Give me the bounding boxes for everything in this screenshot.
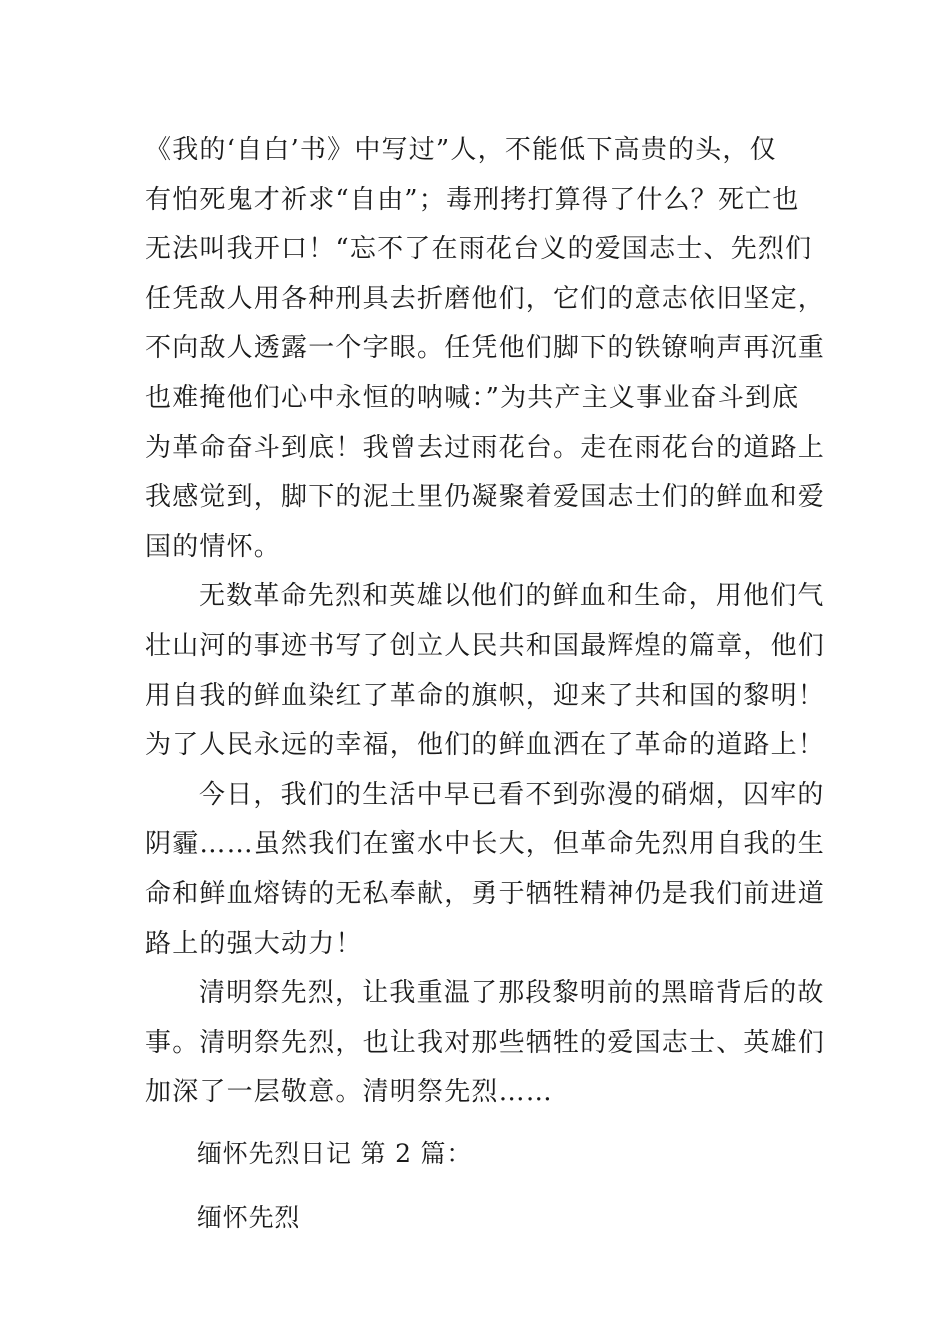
text-line: 无数革命先烈和英雄以他们的鲜血和生命，用他们气: [199, 581, 825, 612]
document-body: [145, 126, 826, 1236]
text-line: 《我的‘自白’书》中写过”人，不能低下高贵的头，仅: [145, 135, 777, 165]
text-line: 我感觉到，脚下的泥土里仍凝聚着爱国志士们的鲜血和爱: [145, 482, 826, 513]
text-line: 也难掩他们心中永恒的呐喊：”为共产主义事业奋斗到底: [145, 382, 800, 413]
text-line: 命和鲜血熔铸的无私奉献，勇于牺牲精神仍是我们前进道: [145, 878, 826, 909]
paragraph-1: [145, 126, 826, 572]
text-line: 事。清明祭先烈，也让我对那些牺牲的爱国志士、英雄们: [145, 1027, 826, 1058]
text-line: 阴霾……虽然我们在蜜水中长大，但革命先烈用自我的生: [145, 829, 826, 860]
text-line: 国的情怀。: [145, 531, 282, 562]
paragraph-3: [145, 771, 826, 969]
text-line: 今日，我们的生活中早已看不到弥漫的硝烟，囚牢的: [199, 779, 825, 810]
text-line: 为革命奋斗到底！我曾去过雨花台。走在雨花台的道路上: [145, 432, 826, 463]
text-line: 无法叫我开口！“忘不了在雨花台义的爱国志士、先烈们: [145, 234, 813, 265]
text-line: 有怕死鬼才祈求“自由”；毒刑拷打算得了什么？死亡也: [145, 184, 800, 215]
chapter-label: 缅怀先烈日记 第 2 篇：: [197, 1138, 473, 1168]
text-line: 任凭敌人用各种刑具去折磨他们，它们的意志依旧坚定，: [145, 283, 826, 314]
text-line: 清明祭先烈，让我重温了那段黎明前的黑暗背后的故: [199, 978, 825, 1009]
text-line: 为了人民永远的幸福，他们的鲜血洒在了革命的道路上！: [145, 730, 826, 761]
text-line: 不向敌人透露一个字眼。任凭他们脚下的铁镣响声再沉重: [145, 333, 826, 364]
text-line: 壮山河的事迹书写了创立人民共和国最辉煌的篇章，他们: [145, 630, 826, 661]
text-line: 用自我的鲜血染红了革命的旗帜，迎来了共和国的黎明！: [145, 680, 826, 711]
paragraph-4: [145, 969, 826, 1118]
paragraph-2: [145, 572, 826, 770]
text-line: 加深了一层敬意。清明祭先烈……: [145, 1077, 554, 1108]
text-line: 路上的强大动力！: [145, 928, 363, 959]
chapter-title: 缅怀先烈: [197, 1202, 301, 1232]
